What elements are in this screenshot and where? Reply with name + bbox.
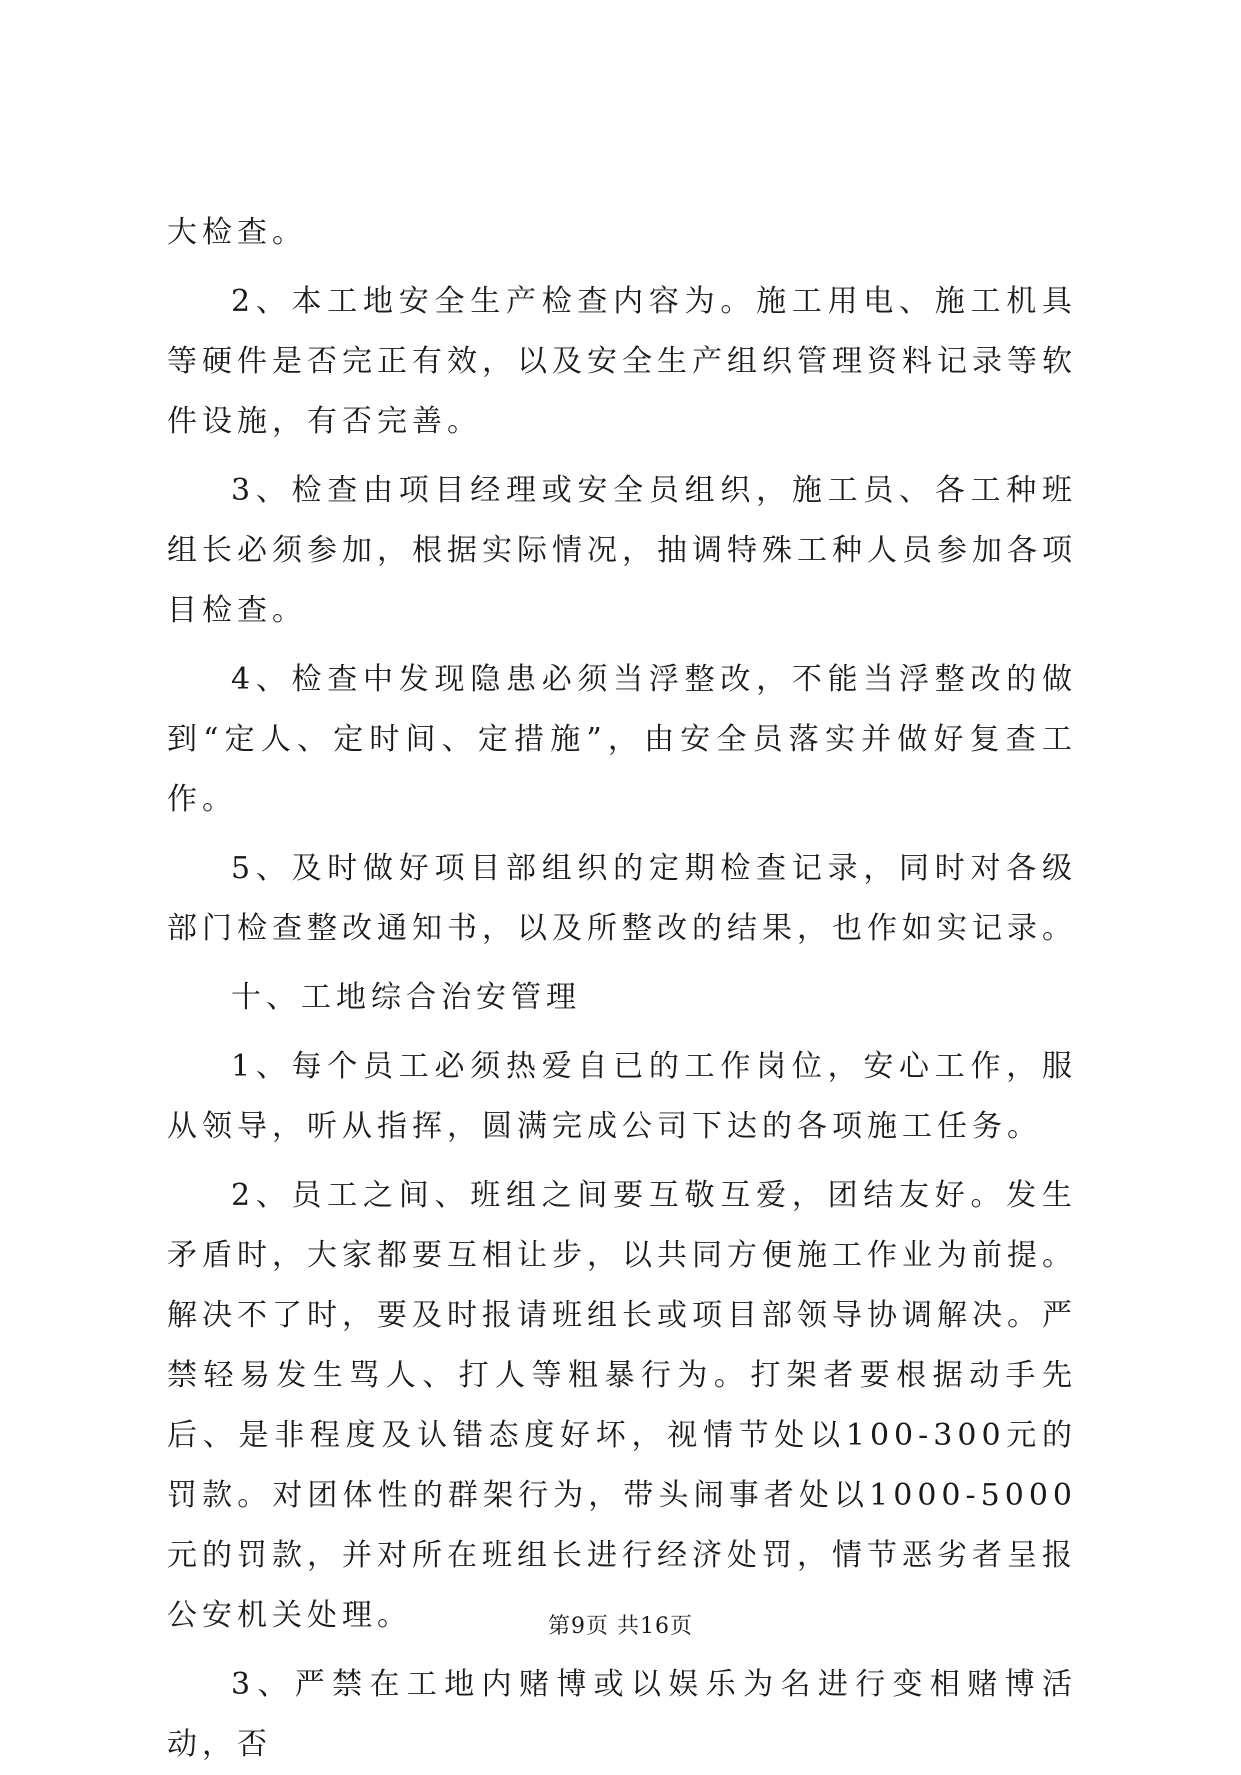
paragraph-continuation: 大检查。 — [167, 215, 307, 250]
paragraph-inspection-content: 2、本工地安全生产检查内容为。施工用电、施工机具等硬件是否完正有效，以及安全生产组织管理资料记录等软件设施，有否完善。 — [167, 284, 1077, 439]
paragraph-inspection-records: 5、及时做好项目部组织的定期检查记录，同时对各级部门检查整改通知书，以及所整改的结果，也作如实记录。 — [167, 851, 1077, 946]
section-heading-security-management: 十、工地综合治安管理 — [231, 980, 581, 1015]
paragraph-job-dedication: 1、每个员工必须热爱自已的工作岗位，安心工作，服从领导，听从指挥，圆满完成公司下达的各项施工任务。 — [167, 1049, 1077, 1144]
paragraph-hazard-rectification: 4、检查中发现隐患必须当浮整改，不能当浮整改的做到“定人、定时间、定措施”，由安全员落实并做好复查工作。 — [167, 662, 1077, 817]
page-number-footer: 第9页 共16页 — [548, 1614, 693, 1639]
document-body — [167, 203, 1077, 1775]
paragraph-conflict-rules: 2、员工之间、班组之间要互敬互爱，团结友好。发生矛盾时，大家都要互相让步，以共同方便施工作业为前提。解决不了时，要及时报请班组长或项目部领导协调解决。严禁轻易发生骂人、打人等粗暴行为。打架者要根据动手先后、是非程度及认错态度好坏，视情节处以100-300元的罚款。对团体性的群架行为，带头闹事者处以1000-5000元的罚款，并对所在班组长进行经济处罚，情节恶劣者呈报公安机关处理。 — [167, 1178, 1077, 1633]
paragraph-gambling-ban: 3、严禁在工地内赌博或以娱乐为名进行变相赌博活动，否 — [167, 1667, 1077, 1762]
paragraph-inspection-organizer: 3、检查由项目经理或安全员组织，施工员、各工种班组长必须参加，根据实际情况，抽调特殊工种人员参加各项目检查。 — [167, 473, 1077, 628]
